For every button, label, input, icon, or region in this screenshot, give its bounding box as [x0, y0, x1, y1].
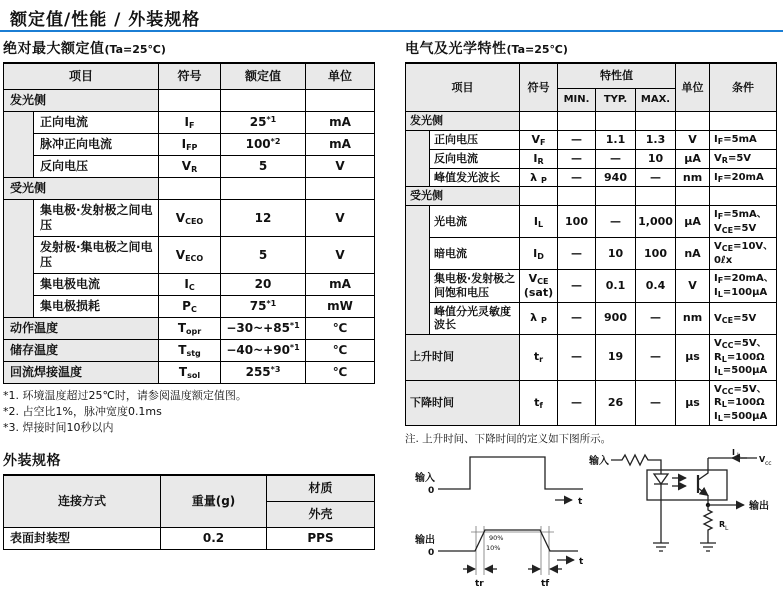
group-label: 受光侧 — [406, 187, 520, 206]
shell-cell: PPS — [267, 527, 375, 549]
typ-cell: 10 — [596, 238, 636, 270]
table-row — [4, 527, 375, 549]
timing-note: 注. 上升时间、下降时间的定义如下图所示。 — [405, 433, 612, 445]
group-label: 发光侧 — [4, 90, 159, 112]
elec-heading — [405, 38, 776, 58]
col-header-weight: 重量(g) — [161, 475, 267, 528]
unit-cell: mA — [306, 274, 375, 296]
group-row-emitter — [4, 90, 375, 112]
table-row — [4, 340, 375, 362]
rating-cell: 12 — [221, 200, 306, 237]
unit-cell: μs — [676, 335, 710, 381]
empty-cell — [596, 112, 636, 131]
max-cell: — — [636, 302, 676, 335]
col-header-condition: 条件 — [710, 63, 777, 112]
symbol-cell: $t_f$ — [520, 380, 558, 426]
item-cell: 集电极电流 — [34, 274, 159, 296]
col-header-material: 材质 — [267, 475, 375, 502]
col-header-charval: 特性值 — [558, 63, 676, 88]
symbol-cell: $t_r$ — [520, 335, 558, 381]
unit-cell: mW — [306, 296, 375, 318]
abs-max-heading — [3, 38, 375, 58]
item-cell: 上升时间 — [406, 335, 520, 381]
ten-percent-label: 10% — [486, 544, 501, 552]
header-row — [4, 475, 375, 502]
item-cell: 正向电压 — [430, 131, 520, 150]
typ-cell: 900 — [596, 302, 636, 335]
table-row — [4, 362, 375, 384]
empty-cell — [676, 112, 710, 131]
table-row — [406, 131, 777, 150]
weight-cell: 0.2 — [161, 527, 267, 549]
min-cell: — — [558, 131, 596, 150]
item-cell: 正向电流 — [34, 112, 159, 134]
fall-time-label: tf — [541, 579, 550, 589]
item-cell: 回流焊接温度 — [4, 362, 159, 384]
input-waveform — [414, 457, 583, 507]
symbol-cell: $V_R$ — [159, 156, 221, 178]
indent-cell — [4, 112, 34, 178]
max-cell: 1,000 — [636, 206, 676, 238]
symbol-cell: $I_R$ — [520, 149, 558, 168]
table-row — [406, 380, 777, 426]
symbol-cell: $I_L$ — [520, 206, 558, 238]
ext-spec-heading: 外装规格 — [3, 452, 61, 469]
elec-heading-condition: (Ta=25℃) — [506, 43, 568, 56]
typ-cell: 940 — [596, 168, 636, 187]
collector-current-label-sub: L — [737, 452, 741, 459]
col-header-max: MAX. — [636, 88, 676, 112]
zero-label: 0 — [428, 486, 435, 496]
unit-cell: nm — [676, 168, 710, 187]
item-cell: 动作温度 — [4, 318, 159, 340]
rise-time-label: tr — [475, 579, 484, 589]
connection-cell: 表面封装型 — [4, 527, 161, 549]
rating-cell: $-40\sim+90^{*1}$ — [221, 340, 306, 362]
unit-cell: nm — [676, 302, 710, 335]
item-cell: 下降时间 — [406, 380, 520, 426]
typ-cell: 0.1 — [596, 270, 636, 303]
group-row-emitter — [406, 112, 777, 131]
typ-cell: 19 — [596, 335, 636, 381]
item-cell: 峰值分光灵敏度波长 — [430, 302, 520, 335]
unit-cell: μA — [676, 206, 710, 238]
min-cell: — — [558, 335, 596, 381]
output-waveform — [414, 526, 584, 589]
symbol-cell: λ $_P$ — [520, 302, 558, 335]
symbol-cell: $T_{sol}$ — [159, 362, 221, 384]
rating-cell: 5 — [221, 237, 306, 274]
empty-cell — [710, 187, 777, 206]
min-cell: — — [558, 168, 596, 187]
typ-cell: 1.1 — [596, 131, 636, 150]
empty-cell — [221, 90, 306, 112]
min-cell: — — [558, 302, 596, 335]
col-header-symbol: 符号 — [520, 63, 558, 112]
footnote: *3. 焊接时间10秒以内 — [3, 420, 114, 434]
table-row — [4, 156, 375, 178]
col-header-symbol: 符号 — [159, 63, 221, 90]
symbol-cell: $V_{CE}$ (sat) — [520, 270, 558, 303]
footnote: *1. 环境温度超过25℃时，请参阅温度额定值图。 — [3, 389, 247, 402]
col-header-item: 项目 — [406, 63, 520, 112]
symbol-cell: $V_{ECO}$ — [159, 237, 221, 274]
symbol-cell: $V_{CEO}$ — [159, 200, 221, 237]
table-row — [4, 237, 375, 274]
condition-cell: $V_{CC}=5V$、 $R_L=100\Omega$ $I_L=500\mu A$ — [710, 335, 777, 381]
col-header-rating: 额定值 — [221, 63, 306, 90]
rating-cell: 20 — [221, 274, 306, 296]
zero-label: 0 — [428, 548, 435, 558]
unit-cell: ℃ — [306, 362, 375, 384]
unit-cell: V — [676, 131, 710, 150]
header-row — [4, 63, 375, 90]
symbol-cell: $T_{stg}$ — [159, 340, 221, 362]
item-cell: 光电流 — [430, 206, 520, 238]
timing-and-circuit-diagram — [405, 448, 776, 600]
empty-cell — [636, 187, 676, 206]
symbol-cell: $I_C$ — [159, 274, 221, 296]
time-axis-label: t — [578, 497, 583, 507]
item-cell: 峰值发光波长 — [430, 168, 520, 187]
group-label: 发光侧 — [406, 112, 520, 131]
max-cell: — — [636, 335, 676, 381]
typ-cell: — — [596, 206, 636, 238]
table-row — [406, 270, 777, 303]
rating-cell: $-30\sim+85^{*1}$ — [221, 318, 306, 340]
load-resistor-label: R — [719, 520, 726, 529]
max-cell: 1.3 — [636, 131, 676, 150]
abs-max-table — [3, 62, 375, 384]
footnotes — [3, 389, 375, 436]
min-cell: — — [558, 270, 596, 303]
output-label: 输出 — [415, 535, 435, 546]
test-circuit — [588, 448, 772, 551]
circuit-input-label: 输入 — [589, 456, 609, 467]
empty-cell — [596, 187, 636, 206]
rating-cell: 75$^{*1}$ — [221, 296, 306, 318]
condition-cell: $I_F=20mA$ — [710, 168, 777, 187]
col-header-min: MIN. — [558, 88, 596, 112]
symbol-cell: λ $_P$ — [520, 168, 558, 187]
symbol-cell: $I_F$ — [159, 112, 221, 134]
ninety-percent-label: 90% — [489, 534, 504, 542]
group-row-detector — [4, 178, 375, 200]
rating-cell: 100$^{*2}$ — [221, 134, 306, 156]
empty-cell — [221, 178, 306, 200]
title-underline — [0, 30, 783, 32]
left-column — [3, 38, 375, 550]
item-cell: 暗电流 — [430, 238, 520, 270]
min-cell: 100 — [558, 206, 596, 238]
symbol-cell: $I_{FP}$ — [159, 134, 221, 156]
unit-cell: V — [306, 156, 375, 178]
min-cell: — — [558, 149, 596, 168]
unit-cell: ℃ — [306, 340, 375, 362]
table-row — [406, 206, 777, 238]
unit-cell: mA — [306, 112, 375, 134]
unit-cell: V — [676, 270, 710, 303]
item-cell: 集电极损耗 — [34, 296, 159, 318]
item-cell: 集电极·发射极之间饱和电压 — [430, 270, 520, 303]
col-header-shell: 外壳 — [267, 501, 375, 527]
table-row — [406, 302, 777, 335]
collector-current-label: I — [732, 448, 735, 457]
page-title: 额定值/性能 / 外装规格 — [10, 10, 201, 30]
group-row-detector — [406, 187, 777, 206]
unit-cell: μA — [676, 149, 710, 168]
symbol-cell: $V_F$ — [520, 131, 558, 150]
empty-cell — [306, 178, 375, 200]
empty-cell — [520, 112, 558, 131]
max-cell: 0.4 — [636, 270, 676, 303]
elec-heading-text: 电气及光学特性 — [405, 41, 507, 57]
col-header-connection: 连接方式 — [4, 475, 161, 528]
unit-cell: V — [306, 200, 375, 237]
unit-cell: μs — [676, 380, 710, 426]
condition-cell: $V_{CC}=5V$、 $R_L=100\Omega$ $I_L=500\mu A$ — [710, 380, 777, 426]
condition-cell: $V_R=5V$ — [710, 149, 777, 168]
group-label: 受光侧 — [4, 178, 159, 200]
max-cell: 100 — [636, 238, 676, 270]
rating-cell: 255$^{*3}$ — [221, 362, 306, 384]
table-row — [4, 200, 375, 237]
min-cell: — — [558, 238, 596, 270]
typ-cell: — — [596, 149, 636, 168]
condition-cell: $V_{CE}=10V$、 0ℓx — [710, 238, 777, 270]
table-row — [406, 335, 777, 381]
abs-max-heading-text: 绝对最大额定值 — [3, 41, 105, 57]
col-header-item: 项目 — [4, 63, 159, 90]
empty-cell — [306, 90, 375, 112]
load-resistor-label-sub: L — [725, 525, 729, 532]
item-cell: 反向电流 — [430, 149, 520, 168]
max-cell: — — [636, 380, 676, 426]
ground-symbol — [700, 543, 716, 551]
table-row — [406, 168, 777, 187]
empty-cell — [159, 90, 221, 112]
footnote: *2. 占空比1%，脉冲宽度0.1ms — [3, 404, 162, 418]
table-row — [4, 296, 375, 318]
header-row — [406, 63, 777, 88]
max-cell: — — [636, 168, 676, 187]
vcc-label-sub: cc — [765, 460, 772, 467]
item-cell: 发射极·集电极之间电压 — [34, 237, 159, 274]
indent-cell — [4, 200, 34, 318]
unit-cell: ℃ — [306, 318, 375, 340]
empty-cell — [636, 112, 676, 131]
symbol-cell: $I_D$ — [520, 238, 558, 270]
phototransistor-symbol — [698, 458, 708, 505]
col-header-unit: 单位 — [306, 63, 375, 90]
max-cell: 10 — [636, 149, 676, 168]
table-row — [406, 149, 777, 168]
item-cell: 反向电压 — [34, 156, 159, 178]
condition-cell: $V_{CE}=5V$ — [710, 302, 777, 335]
item-cell: 集电极·发射极之间电压 — [34, 200, 159, 237]
item-cell: 储存温度 — [4, 340, 159, 362]
empty-cell — [558, 112, 596, 131]
condition-cell: $I_F=20mA$、 $I_L=100\mu A$ — [710, 270, 777, 303]
empty-cell — [159, 178, 221, 200]
table-row — [4, 112, 375, 134]
rating-cell: 5 — [221, 156, 306, 178]
empty-cell — [676, 187, 710, 206]
col-header-unit: 单位 — [676, 63, 710, 112]
unit-cell: nA — [676, 238, 710, 270]
item-cell: 脉冲正向电流 — [34, 134, 159, 156]
col-header-typ: TYP. — [596, 88, 636, 112]
circuit-output-label: 输出 — [749, 501, 769, 512]
led-symbol — [654, 470, 668, 543]
time-axis-label: t — [579, 557, 584, 567]
unit-cell: V — [306, 237, 375, 274]
indent-cell — [406, 206, 430, 335]
empty-cell — [710, 112, 777, 131]
table-row — [406, 238, 777, 270]
elec-table — [405, 62, 777, 426]
condition-cell: $I_F=5mA$、 $V_{CE}=5V$ — [710, 206, 777, 238]
symbol-cell: $P_C$ — [159, 296, 221, 318]
abs-max-heading-condition: (Ta=25℃) — [104, 43, 166, 56]
vcc-label: V — [759, 455, 766, 464]
ground-symbol — [653, 543, 669, 551]
unit-cell: mA — [306, 134, 375, 156]
right-column — [405, 38, 776, 600]
table-row — [4, 274, 375, 296]
min-cell: — — [558, 380, 596, 426]
symbol-cell: $T_{opr}$ — [159, 318, 221, 340]
condition-cell: $I_F=5mA$ — [710, 131, 777, 150]
rating-cell: 25$^{*1}$ — [221, 112, 306, 134]
table-row — [4, 318, 375, 340]
ext-spec-table — [3, 474, 375, 550]
typ-cell: 26 — [596, 380, 636, 426]
empty-cell — [520, 187, 558, 206]
input-label: 输入 — [415, 473, 435, 484]
table-row — [4, 134, 375, 156]
indent-cell — [406, 131, 430, 187]
empty-cell — [558, 187, 596, 206]
